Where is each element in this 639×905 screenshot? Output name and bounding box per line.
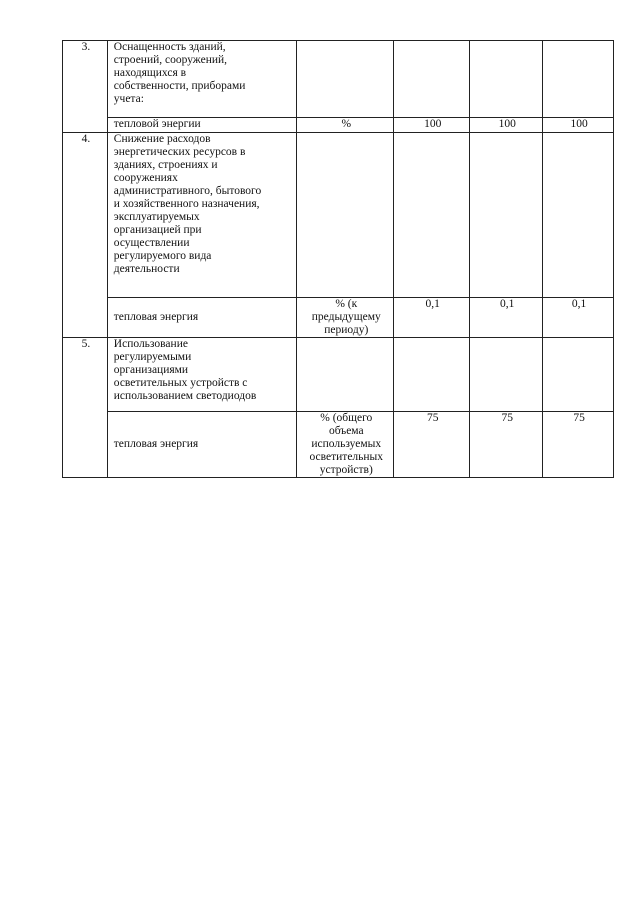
table-row (63, 338, 614, 412)
row-header-line: и хозяйственного назначения, (113, 198, 260, 210)
table-row (63, 412, 614, 478)
empty-cell (470, 338, 543, 412)
unit-cell (297, 298, 394, 338)
empty-cell (470, 133, 543, 298)
row-header-cell (107, 133, 297, 298)
value-cell: 0,1 (394, 298, 470, 338)
empty-cell (394, 41, 470, 118)
row-header-line: собственности, приборами (113, 80, 246, 92)
row-header-line: сооружениях (113, 172, 178, 184)
row-header-line: Использование (113, 338, 188, 350)
row-header-line: энергетических ресурсов в (113, 146, 246, 158)
item-label: тепловой энергии (107, 118, 297, 133)
item-label: тепловая энергия (107, 298, 297, 338)
row-header-line: использованием светодиодов (113, 390, 257, 402)
unit-line: используемых (311, 438, 382, 450)
empty-cell (297, 338, 394, 412)
row-header-line: находящихся в (113, 67, 187, 79)
empty-cell (543, 338, 614, 412)
unit-line: % (общего объема (320, 412, 373, 437)
value-cell: 100 (394, 118, 470, 133)
row-header-line: зданиях, строениях и (113, 159, 218, 171)
value-cell: 100 (470, 118, 543, 133)
row-header-line: деятельности (113, 263, 180, 275)
unit-line: устройств) (319, 464, 373, 476)
row-header-line: регулируемого вида (113, 250, 212, 262)
row-header-line: осуществлении (113, 237, 190, 249)
row-header-cell (107, 338, 297, 412)
row-header-line: административного, бытового (113, 185, 262, 197)
unit-line: периоду) (324, 324, 369, 336)
empty-cell (297, 41, 394, 118)
empty-cell (543, 41, 614, 118)
row-header-line: организациями (113, 364, 189, 376)
table-row (63, 298, 614, 338)
row-header-line: организацией при (113, 224, 202, 236)
table-row (63, 41, 614, 118)
row-header-line: Оснащенность зданий, (113, 41, 226, 53)
value-cell: 0,1 (543, 298, 614, 338)
row-number: 4. (63, 133, 108, 338)
row-header-line: осветительных устройств с (113, 377, 248, 389)
value-cell: 100 (543, 118, 614, 133)
row-header-line: учета: (113, 93, 144, 105)
indicators-table (62, 40, 614, 478)
table-row (63, 118, 614, 133)
empty-cell (470, 41, 543, 118)
item-label: тепловая энергия (107, 412, 297, 478)
empty-cell (297, 133, 394, 298)
value-cell: 75 (543, 412, 614, 478)
unit-cell (297, 412, 394, 478)
empty-cell (394, 133, 470, 298)
value-cell: 75 (394, 412, 470, 478)
row-header-line: регулируемыми (113, 351, 192, 363)
unit-line: % (к предыдущему (311, 298, 381, 323)
table-row (63, 133, 614, 298)
row-number: 5. (63, 338, 108, 478)
value-cell: 0,1 (470, 298, 543, 338)
empty-cell (543, 133, 614, 298)
unit-cell: % (297, 118, 394, 133)
row-header-line: Снижение расходов (113, 133, 211, 145)
row-header-cell (107, 41, 297, 118)
row-header-line: эксплуатируемых (113, 211, 200, 223)
row-header-line: строений, сооружений, (113, 54, 228, 66)
empty-cell (394, 338, 470, 412)
value-cell: 75 (470, 412, 543, 478)
row-number: 3. (63, 41, 108, 133)
unit-line: осветительных (309, 451, 384, 463)
